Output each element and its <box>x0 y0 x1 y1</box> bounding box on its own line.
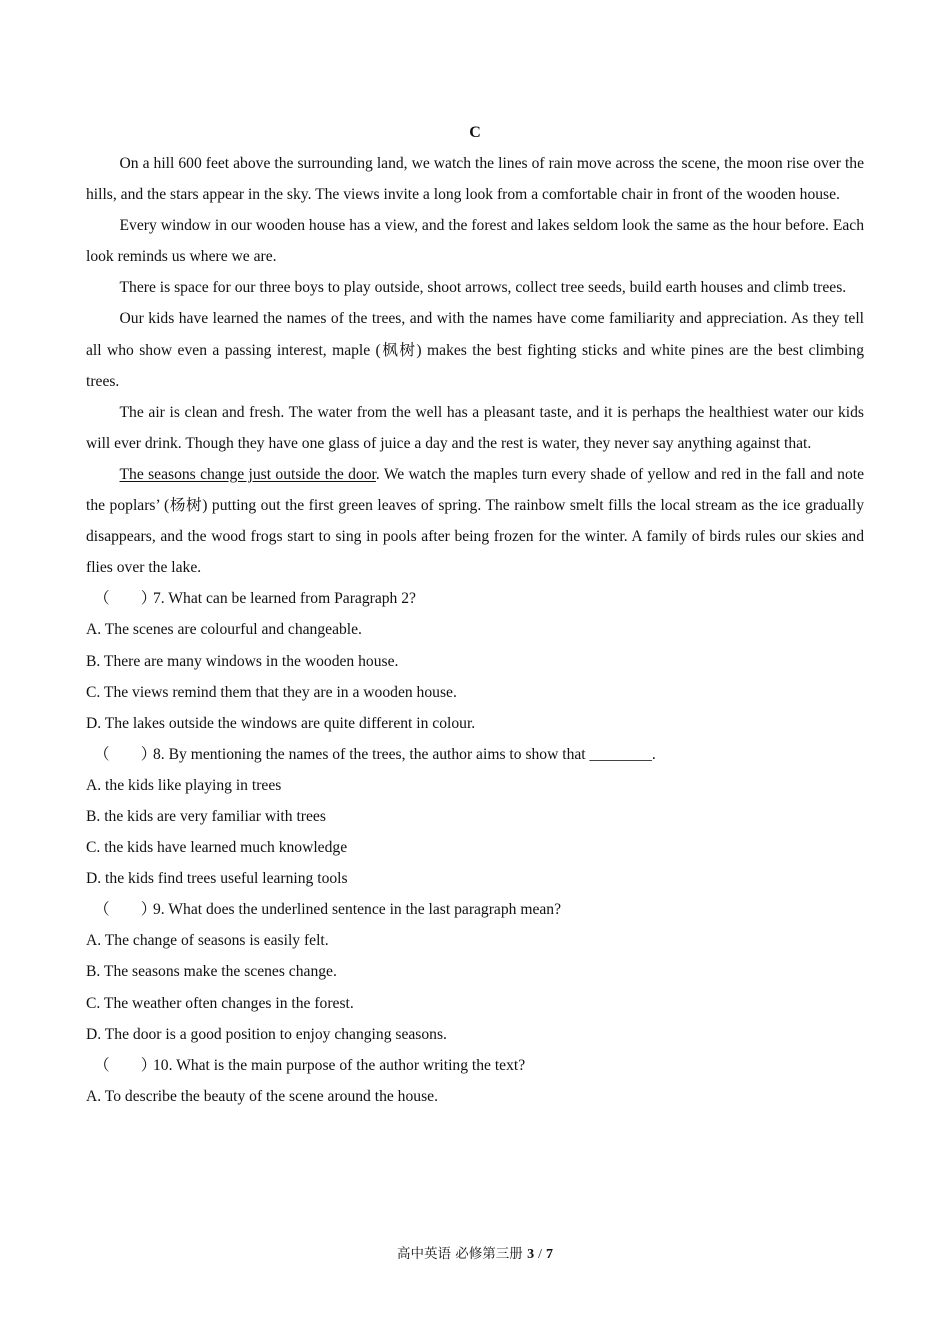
passage-paragraph-3: There is space for our three boys to play outside, shoot arrows, collect tree seeds, build earth houses and climb trees. <box>119 279 847 297</box>
passage-paragraph-1: On a hill 600 feet above the surrounding land, we watch the lines of rain move across the scene, the moon rise over the hills, and the stars appear in the sky. The views invite a long look from a comfortable chair in front of the wooden house. <box>86 155 864 204</box>
answer-blank: （ ） <box>94 745 157 763</box>
section-title: C <box>469 124 481 141</box>
answer-blank: （ ） <box>94 1056 157 1074</box>
option-a: A. The scenes are colourful and changeable. <box>86 621 362 639</box>
option-c: C. The views remind them that they are in a wooden house. <box>86 683 457 701</box>
answer-blank: （ ） <box>94 590 157 608</box>
passage-paragraph-6 <box>86 459 864 583</box>
question-stem: 9. What does the underlined sentence in the last paragraph mean? <box>153 901 562 919</box>
option-b: B. The seasons make the scenes change. <box>86 963 337 981</box>
question-stem: 10. What is the main purpose of the author writing the text? <box>153 1056 526 1074</box>
option-d: D. The door is a good position to enjoy changing seasons. <box>86 1025 447 1043</box>
option-d: D. The lakes outside the windows are quite different in colour. <box>86 714 476 732</box>
option-a: A. the kids like playing in trees <box>86 776 282 794</box>
answer-blank: （ ） <box>94 901 157 919</box>
question-7 <box>86 583 864 614</box>
question-9 <box>86 894 864 925</box>
option-a: A. To describe the beauty of the scene around the house. <box>86 1087 438 1105</box>
option-c: C. The weather often changes in the forest. <box>86 994 354 1012</box>
option-c: C. the kids have learned much knowledge <box>86 839 348 857</box>
page-footer <box>0 1244 950 1265</box>
passage-paragraph-5: The air is clean and fresh. The water from the well has a pleasant taste, and it is perhaps the healthiest water our kids will ever drink. Though they have one glass of juice a day and the rest is water, they never say anything against that. <box>86 403 864 452</box>
page-current: 3 <box>527 1247 535 1262</box>
option-b: B. There are many windows in the wooden house. <box>86 652 399 670</box>
question-8 <box>86 739 864 770</box>
course-title: 高中英语 必修第三册 <box>397 1246 523 1262</box>
question-stem: 7. What can be learned from Paragraph 2? <box>153 590 416 608</box>
passage-paragraph-4: Our kids have learned the names of the trees, and with the names have come familiarity and appreciation. As they tell all who show even a passing interest, maple (枫树) makes the best fighting sticks and white pines are the best climbing trees. <box>86 310 864 390</box>
option-b: B. the kids are very familiar with trees <box>86 807 326 825</box>
paragraph-6-rest: . We watch the maples turn every shade of yellow and red in the fall and note the poplars’ (杨树) putting out the first green leaves of spring. The rainbow smelt fills the local stream as the ice gradually disappears, and the wood frogs start to sing in pools after being frozen for the winter. A family of birds rules our skies and flies over the lake. <box>86 465 864 577</box>
underlined-sentence: The seasons change just outside the door <box>119 465 376 483</box>
option-a: A. The change of seasons is easily felt. <box>86 932 329 950</box>
page-separator: / <box>538 1247 542 1262</box>
option-d: D. the kids find trees useful learning tools <box>86 870 348 888</box>
passage-paragraph-2: Every window in our wooden house has a view, and the forest and lakes seldom look the same as the hour before. Each look reminds us where we are. <box>86 217 864 266</box>
page-content <box>86 117 864 1112</box>
question-10 <box>86 1050 864 1081</box>
page-total: 7 <box>545 1247 553 1262</box>
question-stem: 8. By mentioning the names of the trees, the author aims to show that ________. <box>153 745 656 763</box>
